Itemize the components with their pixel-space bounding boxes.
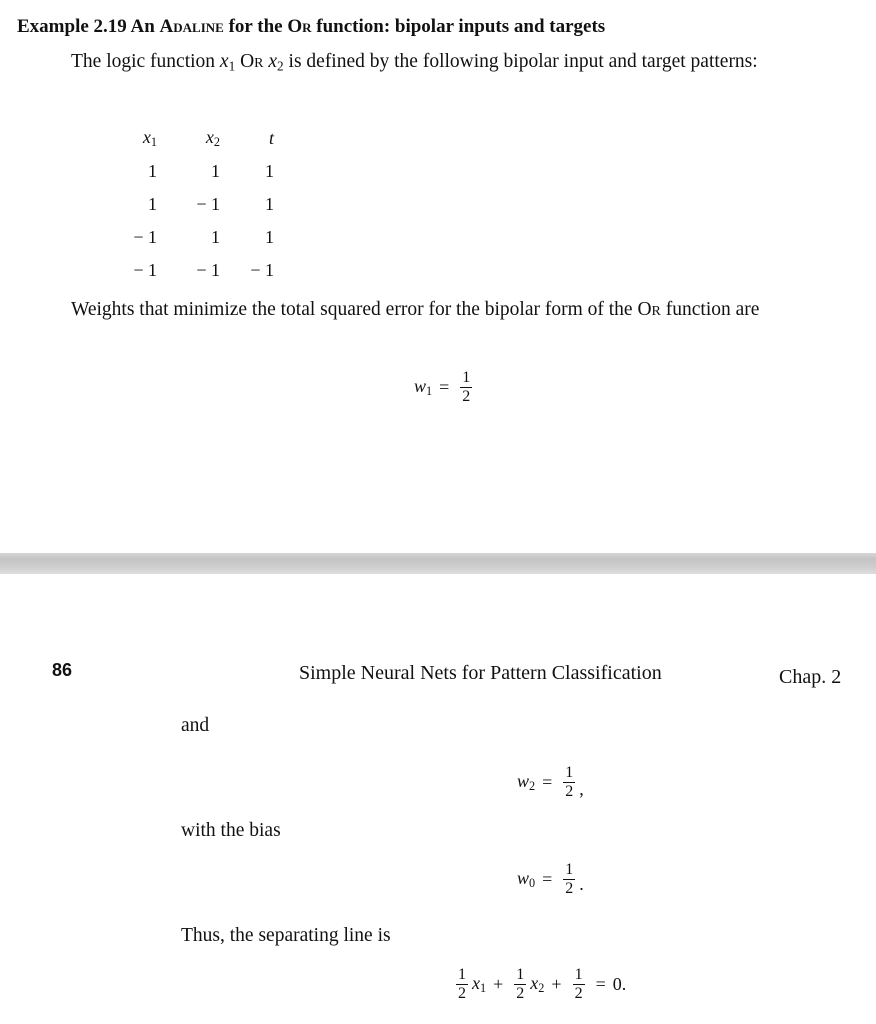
table-cell: − 1 [196,194,220,214]
table-cell: 1 [265,161,274,181]
separating-line-equation: $\frac{1}{2}$ $x_1$ + $\frac{1}{2}$ $x_2$ + $\frac{1}{2}$ = 0. [458,966,627,1002]
bias-text: with the bias [181,820,281,841]
equation-w2: $w_2$ = $\frac{1}{2}$ , [517,764,584,800]
table-cell: 1 [211,161,220,181]
table-cell: 1 [211,227,220,247]
header-x2: $x_2$ [205,126,220,150]
chapter-label: Chap. 2 [779,666,842,688]
table-cell: − 1 [196,260,220,280]
intro-paragraph: The logic function $x_1$ Or $x_2$ is defined by the following bipolar input and target patterns: [71,51,758,74]
separating-line-text: Thus, the separating line is [181,925,391,946]
bottom-page [0,574,876,1024]
table-cell: − 1 [133,260,157,280]
header-t: t [268,128,274,148]
page-separator [0,553,876,574]
table-cell: 1 [265,194,274,214]
running-title: Simple Neural Nets for Pattern Classification [299,662,662,684]
table-row [112,155,274,188]
table-cell: − 1 [133,227,157,247]
header-x1: $x_1$ [142,126,157,150]
equation-w0: $w_0$ = $\frac{1}{2}$ . [517,861,584,897]
and-text: and [181,715,210,736]
table-cell: 1 [148,161,157,181]
table-cell: 1 [265,227,274,247]
table-row [112,188,274,221]
table-cell: − 1 [250,260,274,280]
table-row [112,254,274,287]
table-row [112,221,274,254]
weights-paragraph: Weights that minimize the total squared error for the bipolar form of the Or function are [71,299,760,320]
table-cell: 1 [148,194,157,214]
truth-table-header [112,122,274,155]
example-heading: Example 2.19 An Adaline for the Or function: bipolar inputs and targets [17,16,606,37]
truth-table [112,122,274,287]
page-number: 86 [52,660,73,680]
equation-w1: $w_1$ = $\frac{1}{2}$ [414,369,471,405]
